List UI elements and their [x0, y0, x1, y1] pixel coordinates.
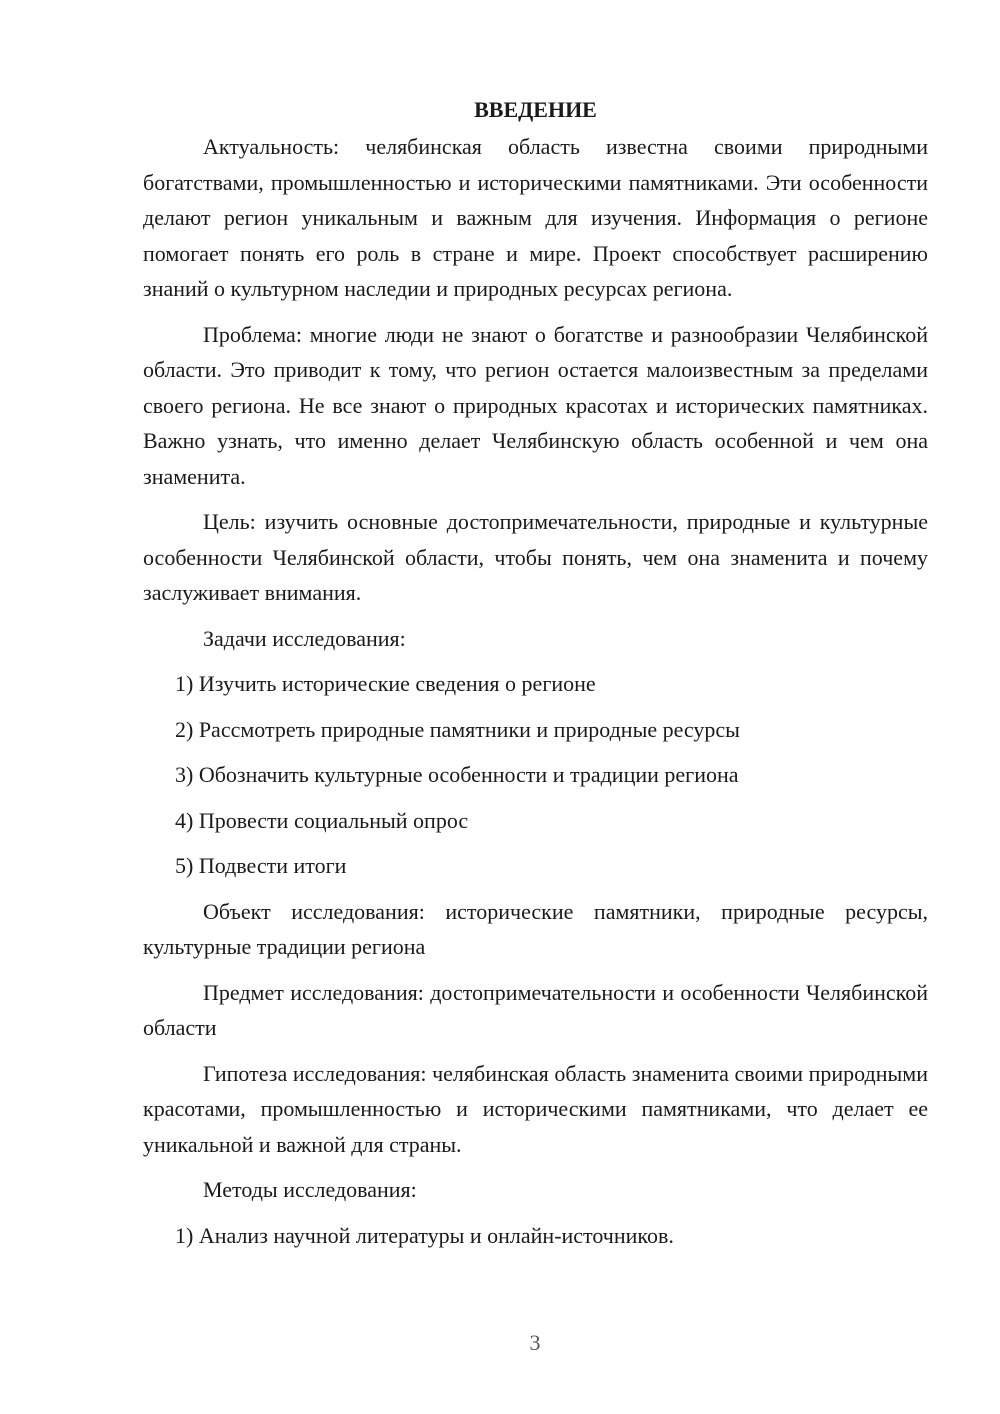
task-item: 1) Изучить исторические сведения о регионе	[175, 671, 596, 696]
task-item: 2) Рассмотреть природные памятники и природные ресурсы	[175, 716, 740, 742]
page-number: 3	[529, 1330, 541, 1355]
task-item: 4) Провести социальный опрос	[175, 807, 469, 833]
tasks-heading: Задачи исследования:	[203, 625, 406, 651]
task-item: 3) Обозначить культурные особенности и традиции региона	[175, 762, 739, 787]
goal-paragraph: Цель: изучить основные достопримечательности, природные и культурные особенности Челябинской области, чтобы понять, чем она знаменита и почему заслуживает внимания.	[143, 509, 928, 605]
object-paragraph: Объект исследования: исторические памятники, природные ресурсы, культурные традиции региона	[143, 898, 928, 959]
method-item: 1) Анализ научной литературы и онлайн-источников.	[175, 1222, 674, 1248]
subject-paragraph: Предмет исследования: достопримечательности и особенности Челябинской области	[143, 979, 928, 1040]
problem-paragraph: Проблема: многие люди не знают о богатстве и разнообразии Челябинской области. Это приводит к тому, что регион остается малоизвестным за пределами своего региона. Не все знают о природных красотах и исторических памятниках. Важно узнать, что именно делает Челябинскую область особенной и чем она знаменита.	[143, 321, 928, 489]
hypothesis-paragraph: Гипотеза исследования: челябинская область знаменита своими природными красотами, промышленностью и историческими памятниками, что делает ее уникальной и важной для страны.	[143, 1060, 928, 1157]
task-item: 5) Подвести итоги	[175, 853, 347, 878]
relevance-paragraph: Актуальность: челябинская область известна своими природными богатствами, промышленностью и историческими памятниками. Эти особенности делают регион уникальным и важным для изучения. Информация о регионе помогает понять его роль в стране и мире. Проект способствует расширению знаний о культурном наследии и природных ресурсах региона.	[143, 134, 928, 301]
methods-heading: Методы исследования:	[203, 1177, 417, 1202]
page-content	[143, 92, 928, 1263]
section-title: ВВЕДЕНИЕ	[474, 97, 597, 122]
